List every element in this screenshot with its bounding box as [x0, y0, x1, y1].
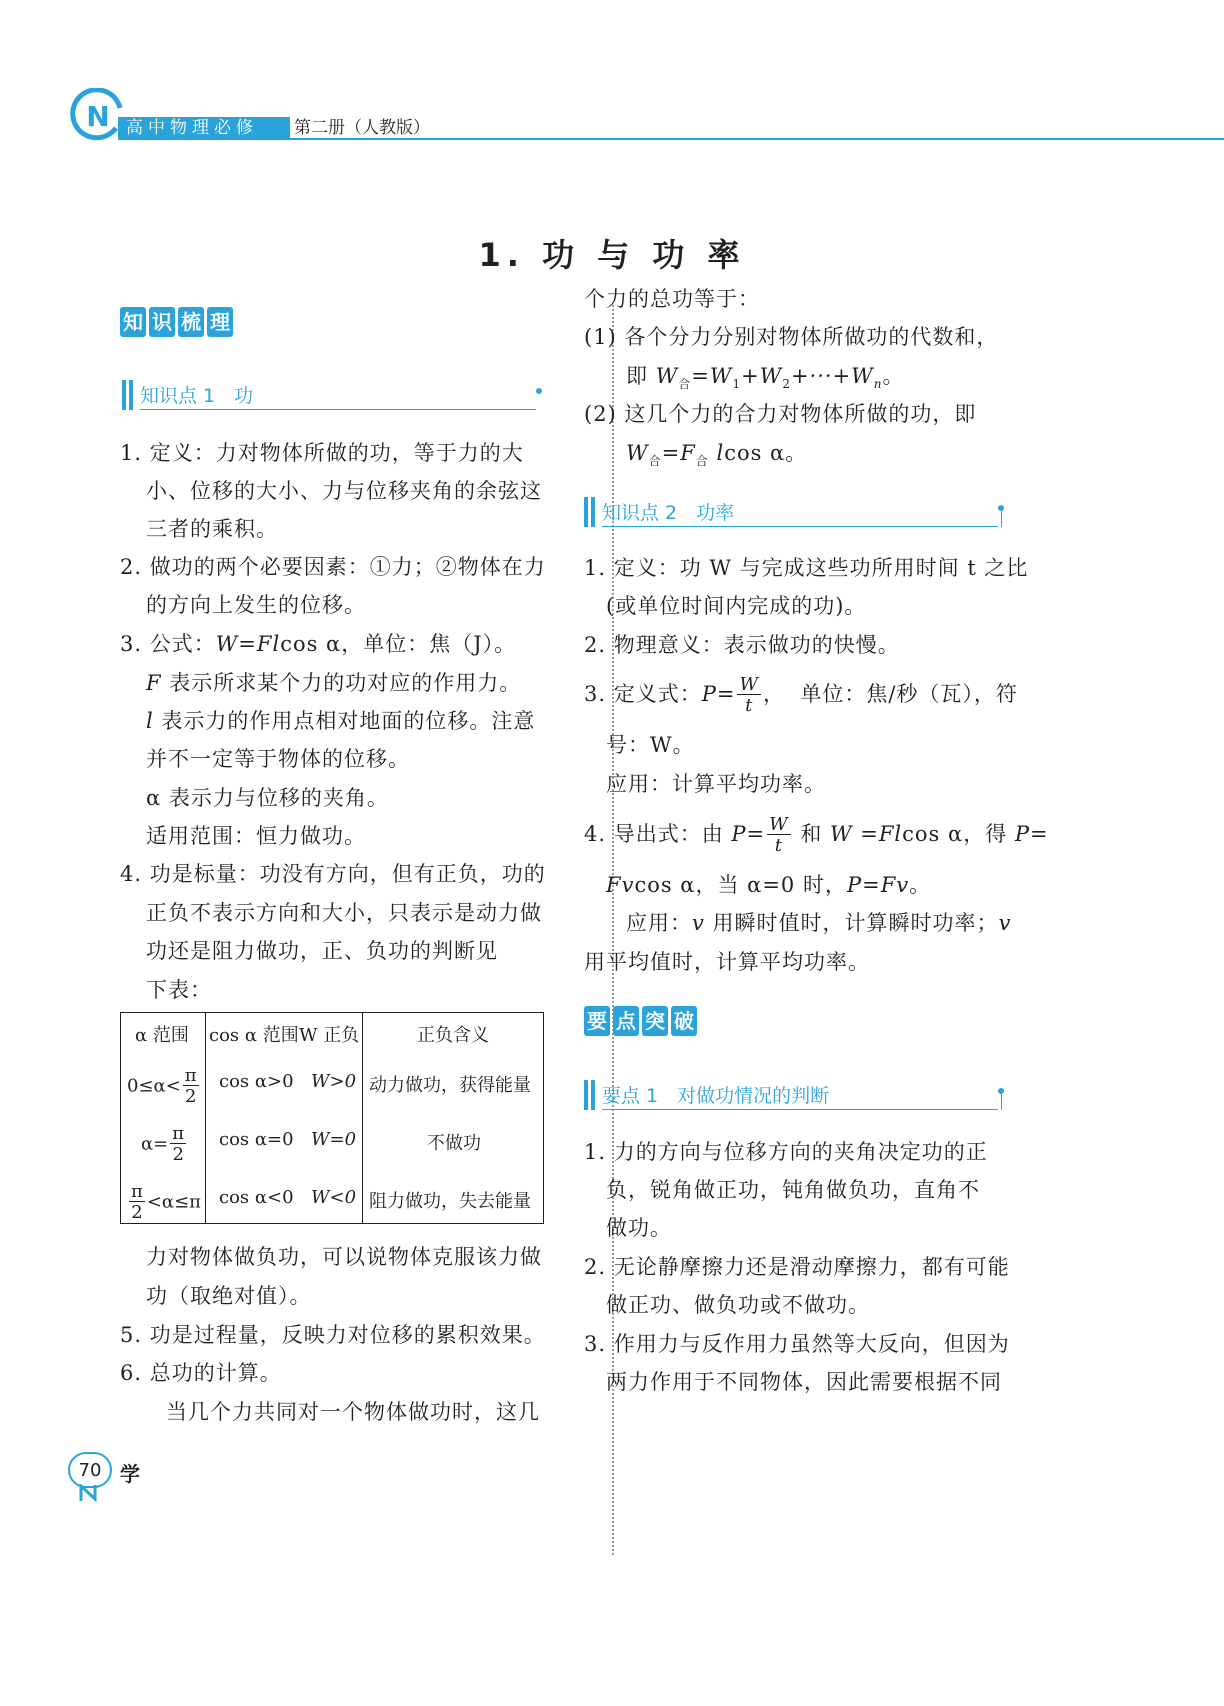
text-line: 1. 定义：力对物体所做的功，等于力的大	[120, 441, 524, 465]
table-cell: 动力做功，获得能量	[369, 1075, 531, 1096]
table-cell: cos α<0	[219, 1187, 294, 1208]
text-line: 应用：v 用瞬时值时，计算瞬时功率；v	[626, 911, 1012, 935]
work-sign-table	[120, 1012, 544, 1224]
badge-char: 破	[671, 1006, 697, 1036]
text-line: 当几个力共同对一个物体做功时，这几	[166, 1400, 540, 1424]
knowledge-point-1-label: 知识点 1 功	[140, 385, 254, 407]
text-line: (1) 各个分力分别对物体所做功的代数和，	[584, 325, 999, 349]
formula-line: 4. 导出式：由 P= $\frac{W}{t}$ 和 W =Flcos α，得 P=	[584, 814, 1049, 856]
badge-char: 理	[207, 307, 233, 337]
badge-char: 突	[642, 1006, 668, 1036]
badge-char: 梳	[178, 307, 204, 337]
table-cell: W>0	[311, 1071, 357, 1092]
text-line: 2. 做功的两个必要因素：①力；②物体在力	[120, 555, 546, 579]
text-line: 应用：计算平均功率。	[606, 772, 826, 796]
text-line: 2. 物理意义：表示做功的快慢。	[584, 633, 900, 657]
badge-char: 识	[149, 307, 175, 337]
text-line: 正负不表示方向和大小，只表示是动力做	[146, 901, 542, 925]
text-line: F 表示所求某个力的功对应的作用力。	[146, 671, 522, 695]
text-line: 1. 定义：功 W 与完成这些功所用时间 t 之比	[584, 556, 1029, 580]
text-line: 2. 无论静摩擦力还是滑动摩擦力，都有可能	[584, 1255, 1010, 1279]
text-line: 小、位移的大小、力与位移夹角的余弦这	[146, 479, 542, 503]
knowledge-point-2-header	[584, 497, 1004, 527]
table-header: α 范围	[135, 1025, 189, 1046]
text-line: 4. 功是标量：功没有方向，但有正负，功的	[120, 862, 546, 886]
text-line: 三者的乘积。	[146, 517, 278, 541]
book-series: 高中物理必修	[126, 118, 258, 138]
table-cell: 不做功	[427, 1133, 481, 1154]
formula-line: 即 $W_合=W_1+W_2+\cdot\cdot\cdot+W_n$。	[626, 364, 905, 392]
text-line: 5. 功是过程量，反映力对位移的累积效果。	[120, 1323, 546, 1347]
table-header: W 正负	[299, 1025, 360, 1046]
text-line: (或单位时间内完成的功)。	[606, 594, 867, 618]
text-line: α 表示力与位移的夹角。	[146, 786, 389, 810]
page-title: 1. 功 与 功 率	[478, 236, 746, 274]
badge-char: 点	[613, 1006, 639, 1036]
table-cell: 阻力做功，失去能量	[369, 1191, 531, 1212]
text-line: 负，锐角做正功，钝角做负功，直角不	[606, 1178, 980, 1202]
text-line: 做功。	[606, 1216, 672, 1240]
text-line: 个力的总功等于：	[584, 287, 760, 311]
table-cell: cos α>0	[219, 1071, 294, 1092]
text-line: l 表示力的作用点相对地面的位移。注意	[146, 709, 536, 733]
text-line: 的方向上发生的位移。	[146, 593, 366, 617]
text-line: 用平均值时，计算平均功率。	[584, 950, 870, 974]
svg-text:N: N	[86, 100, 110, 133]
formula-line: 3. 定义式：P= $\frac{W}{t}$ ， 单位：焦/秒（瓦），符	[584, 674, 1018, 716]
text-line: 功（取绝对值）。	[146, 1284, 312, 1308]
text-line: (2) 这几个力的合力对物体所做的功，即	[584, 402, 977, 426]
knowledge-point-2-label: 知识点 2 功率	[602, 502, 735, 524]
footer-logo-icon	[78, 1484, 100, 1502]
key-point-1-label: 要点 1 对做功情况的判断	[602, 1085, 830, 1107]
table-cell: cos α=0	[219, 1129, 294, 1150]
text-line: 功还是阻力做功，正、负功的判断见	[146, 939, 498, 963]
table-cell: α= $\frac{\pi}{2}$	[141, 1123, 185, 1165]
text-line: 3. 作用力与反作用力虽然等大反向，但因为	[584, 1332, 1010, 1356]
formula-line: 3. 公式：W=Flcos α，单位：焦（J）。	[120, 632, 517, 656]
table-cell: W=0	[311, 1129, 357, 1150]
badge-char: 要	[584, 1006, 610, 1036]
text-line: 适用范围：恒力做功。	[146, 824, 366, 848]
text-line: 做正功、做负功或不做功。	[606, 1293, 870, 1317]
table-header: cos α 范围	[209, 1025, 299, 1046]
table-header: 正负含义	[417, 1025, 489, 1046]
badge-char: 知	[120, 307, 146, 337]
knowledge-point-1-header	[122, 380, 542, 410]
text-line: 并不一定等于物体的位移。	[146, 747, 410, 771]
text-line: 号：W。	[606, 733, 695, 757]
text-line: 6. 总功的计算。	[120, 1361, 282, 1385]
header-rule	[118, 138, 1224, 140]
text-line: 两力作用于不同物体，因此需要根据不同	[606, 1370, 1002, 1394]
text-line: 力对物体做负功，可以说物体克服该力做	[146, 1245, 542, 1269]
section-badge-key-points	[584, 1006, 697, 1036]
page-number: 70	[68, 1452, 112, 1488]
key-point-1-header	[584, 1080, 1004, 1110]
text-line: 1. 力的方向与位移方向的夹角决定功的正	[584, 1140, 988, 1164]
formula-line: $W_合=F_合$ lcos α。	[626, 441, 808, 469]
book-volume: 第二册（人教版）	[294, 118, 430, 138]
formula-line: Fvcos α，当 α=0 时，P=Fv。	[606, 873, 932, 897]
section-badge-knowledge	[120, 307, 233, 337]
table-cell: 0≤α< $\frac{\pi}{2}$	[127, 1065, 197, 1107]
text-line: 下表：	[146, 978, 212, 1002]
table-cell: W<0	[311, 1187, 357, 1208]
table-cell: $\frac{\pi}{2}$ <α≤π	[131, 1181, 201, 1223]
footer-label: 学	[120, 1462, 140, 1486]
